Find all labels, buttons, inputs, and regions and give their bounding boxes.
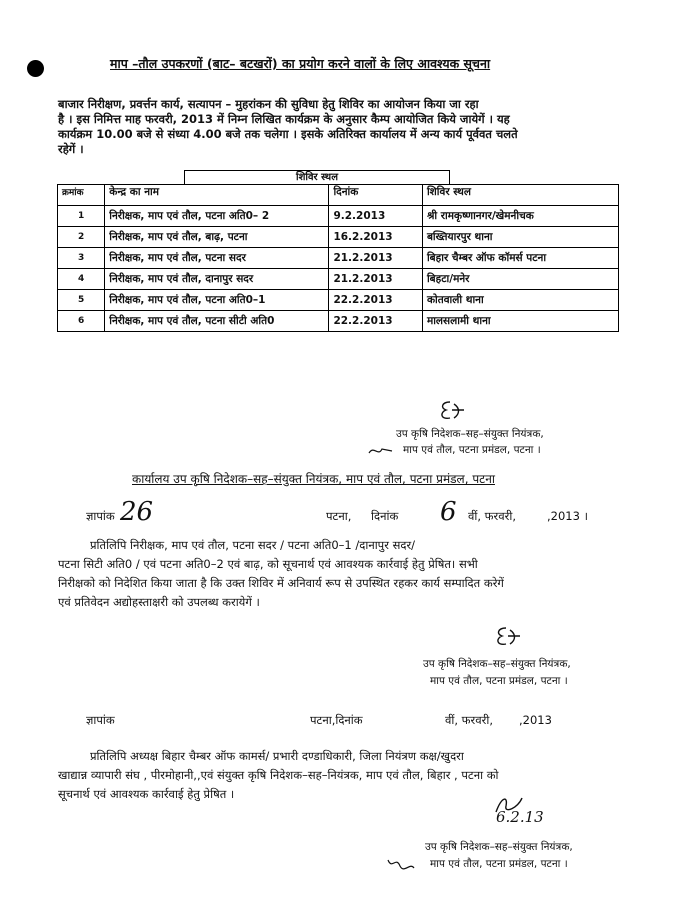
- notice-line-4: रहेगें ।: [58, 142, 84, 156]
- cell-serial: 5: [58, 290, 105, 311]
- memo-2-copy: [58, 747, 638, 804]
- cell-venue: बख्तियारपुर थाना: [422, 227, 618, 248]
- memo-1-date-label: दिनांक: [371, 509, 399, 523]
- memo-2-label: ज्ञापांक: [86, 713, 115, 727]
- memo-2-copy-line-2: खाद्यान्न व्यापारी संघ , पीरमोहानी,,एवं संयुक्त कृषि निदेशक–सह–नियंत्रक, माप एवं तौल, बिहार , पटना को: [58, 768, 499, 782]
- cell-center: निरीक्षक, माप एवं तौल, दानापुर सदर: [105, 269, 329, 290]
- memo-1-day: 6: [440, 497, 457, 527]
- cell-date: 22.2.2013: [329, 290, 423, 311]
- cell-date: 9.2.2013: [329, 206, 423, 227]
- cell-center: निरीक्षक, माप एवं तौल, पटना अति0– 2: [105, 206, 329, 227]
- signature-scribble-2: [488, 624, 524, 650]
- cell-date: 21.2.2013: [329, 269, 423, 290]
- cell-venue: श्री रामकृष्णानगर/खेमनीचक: [422, 206, 618, 227]
- signature-1-office: माप एवं तौल, पटना प्रमंडल, पटना ।: [403, 444, 541, 456]
- memo-2-copy-line-3: सूचनार्थ एवं आवश्यक कार्रवाई हेतु प्रेषित ।: [58, 787, 235, 801]
- cell-serial: 2: [58, 227, 105, 248]
- camp-table: [57, 184, 619, 332]
- cell-date: 22.2.2013: [329, 311, 423, 332]
- table-row: [58, 269, 619, 290]
- memo-1-date-rest: वीं, फरवरी,: [468, 509, 516, 523]
- memo-1-copy-line-3: निरीक्षको को निदेशित किया जाता है कि उक्त शिविर में अनिवार्य रूप से उपस्थित रहकर कार्य सम्पादित करेगें: [58, 576, 504, 590]
- memo-2-date-rest: वीं, फरवरी,: [445, 713, 493, 727]
- memo-2-copy-line-1: प्रतिलिपि अध्यक्ष बिहार चैम्बर ऑफ कामर्स/ प्रभारी दण्डाधिकारी, जिला नियंत्रण कक्ष/खुदरा: [90, 749, 464, 763]
- cell-serial: 4: [58, 269, 105, 290]
- notice-line-3: कार्यक्रम 10.00 बजे से संध्या 4.00 बजे तक चलेगा । इसके अतिरिक्त कार्यालय में अन्य कार्य पूर्ववत चलते: [58, 127, 518, 141]
- table-row: [58, 248, 619, 269]
- cell-serial: 1: [58, 206, 105, 227]
- table-row: [58, 290, 619, 311]
- table-row: [58, 206, 619, 227]
- cell-date: 16.2.2013: [329, 227, 423, 248]
- notice-line-2: है । इस निमित्त माह फरवरी, 2013 में निम्न लिखित कार्यक्रम के अनुसार कैम्प आयोजित किये जायेगें । यह: [58, 112, 510, 126]
- cell-center: निरीक्षक, माप एवं तौल, पटना सदर: [105, 248, 329, 269]
- memo-2-place-date: पटना,दिनांक: [310, 713, 363, 727]
- header-date: दिनांक: [329, 185, 423, 206]
- memo-1-copy-line-2: पटना सिटी अति0 / एवं पटना अति0–2 एवं बाढ़, को सूचनार्थ एवं आवश्यक कार्रवाई हेतु प्रेषित। सभी: [58, 557, 478, 571]
- camp-table-caption: शिविर स्थल: [184, 170, 450, 185]
- header-center: केन्द्र का नाम: [105, 185, 329, 206]
- memo-1-copy: [58, 536, 638, 612]
- cell-venue: मालसलामी थाना: [422, 311, 618, 332]
- handwritten-date: 6.2.13: [496, 808, 544, 826]
- cell-venue: बिहटा/मनेर: [422, 269, 618, 290]
- signature-3-office: माप एवं तौल, पटना प्रमंडल, पटना ।: [430, 858, 568, 870]
- table-row: [58, 311, 619, 332]
- cell-date: 21.2.2013: [329, 248, 423, 269]
- signature-3-designation: उप कृषि निदेशक–सह–संयुक्त नियंत्रक,: [425, 841, 573, 853]
- cell-venue: बिहार चैम्बर ऑफ कॉमर्स पटना: [422, 248, 618, 269]
- memo-2-year: ,2013: [519, 713, 552, 727]
- signature-2-office: माप एवं तौल, पटना प्रमंडल, पटना ।: [430, 675, 568, 687]
- signature-1-designation: उप कृषि निदेशक–सह–संयुक्त नियंत्रक,: [396, 428, 544, 440]
- memo-1-copy-line-4: एवं प्रतिवेदन अद्योहस्ताक्षरी को उपलब्ध करायेगें ।: [58, 595, 260, 609]
- signature-2-designation: उप कृषि निदेशक–सह–संयुक्त नियंत्रक,: [423, 658, 571, 670]
- bullet-mark: [27, 60, 44, 77]
- cell-center: निरीक्षक, माप एवं तौल, पटना सीटी अति0: [105, 311, 329, 332]
- memo-1-number: 26: [120, 497, 154, 527]
- table-header-row: [58, 185, 619, 206]
- memo-1-label: ज्ञापांक: [86, 509, 115, 523]
- notice-line-1: बाजार निरीक्षण, प्रवर्त्तन कार्य, सत्यापन – मुहरांकन की सुविधा हेतु शिविर का आयोजन किया जा रहा: [58, 97, 479, 111]
- memo-1-place: पटना,: [326, 509, 352, 523]
- notice-title: माप –तौल उपकरणों (बाट– बटखरों) का प्रयोग करने वालों के लिए आवश्यक सूचना: [110, 56, 491, 71]
- office-header: कार्यालय उप कृषि निदेशक–सह–संयुक्त नियंत्रक, माप एवं तौल, पटना प्रमंडल, पटना: [132, 472, 495, 486]
- notice-paragraph: [58, 97, 638, 157]
- cell-center: निरीक्षक, माप एवं तौल, बाढ़, पटना: [105, 227, 329, 248]
- cell-serial: 6: [58, 311, 105, 332]
- table-row: [58, 227, 619, 248]
- initials-scribble-3: [384, 854, 418, 876]
- header-serial: क्रमांक: [58, 185, 105, 206]
- memo-1-year: ,2013 ।: [547, 509, 588, 523]
- header-venue: शिविर स्थल: [422, 185, 618, 206]
- initials-scribble-1: [366, 443, 396, 459]
- memo-1-copy-line-1: प्रतिलिपि निरीक्षक, माप एवं तौल, पटना सदर / पटना अति0–1 /दानापुर सदर/: [90, 538, 416, 552]
- cell-serial: 3: [58, 248, 105, 269]
- cell-venue: कोतवाली थाना: [422, 290, 618, 311]
- cell-center: निरीक्षक, माप एवं तौल, पटना अति0–1: [105, 290, 329, 311]
- signature-scribble-1: [430, 398, 470, 424]
